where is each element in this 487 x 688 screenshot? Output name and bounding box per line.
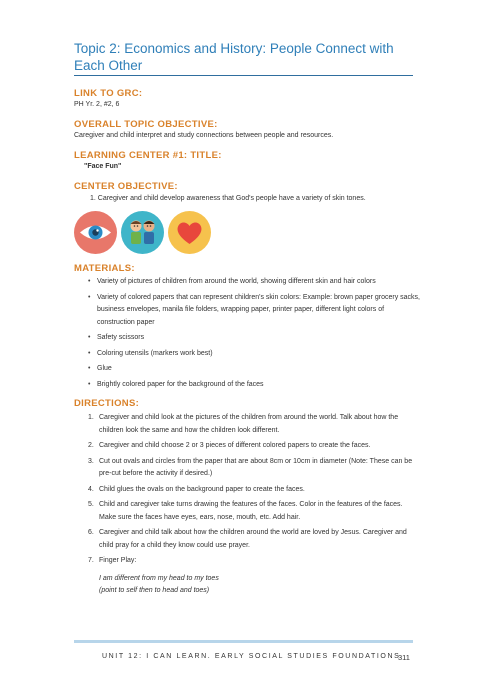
step-text: Finger Play: <box>99 557 137 564</box>
step-text: Caregiver and child talk about how the children around the world are loved by Jesus. Caregiver and child pray for a child they know could use prayer. <box>99 529 407 549</box>
list-item <box>88 499 418 524</box>
learning-center-title: "Face Fun" <box>84 163 122 170</box>
objective-text: Caregiver and child interpret and study connections between people and resources. <box>74 132 334 139</box>
objective-heading: OVERALL TOPIC OBJECTIVE: <box>74 119 218 130</box>
step-text: Caregiver and child choose 2 or 3 pieces of different colored papers to create the faces. <box>99 442 371 449</box>
list-item <box>88 484 418 497</box>
finger-play <box>99 573 418 597</box>
list-item: • Coloring utensils (markers work best) <box>90 348 420 361</box>
children-icon <box>121 211 164 254</box>
materials-heading: MATERIALS: <box>74 263 135 274</box>
step-text: Child glues the ovals on the background paper to create the faces. <box>99 485 305 493</box>
footer-text: UNIT 12: I CAN LEARN. EARLY SOCIAL STUDIES FOUNDATIONS <box>102 653 401 660</box>
step-text: Child and caregiver take turns drawing the features of the faces. Color in the features of the faces. Make sure the faces have eyes, ears, nose, mouth, etc. Add hair. <box>99 501 403 521</box>
directions-heading: DIRECTIONS: <box>74 398 140 409</box>
page-number: 311 <box>398 653 410 662</box>
step-number: 5. <box>88 501 94 508</box>
learning-center-heading: LEARNING CENTER #1: TITLE: <box>74 150 222 161</box>
list-item <box>88 555 418 597</box>
list-item: • Variety of pictures of children from around the world, showing different skin and hair colors <box>90 276 420 289</box>
materials-list <box>90 276 420 394</box>
page-title: Topic 2: Economics and History: People Connect with Each Other <box>74 41 394 73</box>
finger-play-line: (point to self then to head and toes) <box>99 586 210 594</box>
footer-divider <box>74 640 413 643</box>
step-number: 3. <box>88 457 94 465</box>
directions-list <box>88 412 418 600</box>
step-number: 4. <box>88 485 94 493</box>
step-number: 6. <box>88 529 94 536</box>
step-number: 2. <box>88 442 94 449</box>
eye-icon <box>74 211 117 254</box>
title-divider <box>74 75 413 76</box>
list-item <box>88 527 418 552</box>
link-text: PH Yr. 2, #2, 6 <box>74 101 120 108</box>
list-item: • Safety scissors <box>90 332 420 345</box>
link-heading: LINK TO GRC: <box>74 88 143 99</box>
center-objective-heading: CENTER OBJECTIVE: <box>74 181 178 192</box>
finger-play-line: I am different from my head to my toes <box>99 574 219 582</box>
step-number: 1. <box>88 414 94 421</box>
list-item <box>88 440 418 453</box>
icon-row <box>74 211 214 255</box>
center-objective-item: 1. Caregiver and child develop awareness that God's people have a variety of skin tones. <box>90 195 366 202</box>
step-text: Caregiver and child look at the pictures of the children from around the world. Talk about how the children look the same and how the children look different. <box>99 414 399 434</box>
step-text: Cut out ovals and circles from the paper that are about 8cm or 10cm in diameter (Note: These can be pre-cut before the activity if desired.) <box>99 457 413 477</box>
list-item <box>88 412 418 437</box>
step-number: 7. <box>88 557 94 564</box>
list-item: • Brightly colored paper for the background of the faces <box>90 379 420 392</box>
list-item <box>88 456 418 481</box>
list-item: • Variety of colored papers that can represent children's skin colors: Example: brown paper grocery sacks, business envelopes, manila file folders, wrapping paper, printer paper, different light colors of construction paper <box>90 292 420 330</box>
list-item: • Glue <box>90 363 420 376</box>
heart-icon <box>168 211 211 254</box>
